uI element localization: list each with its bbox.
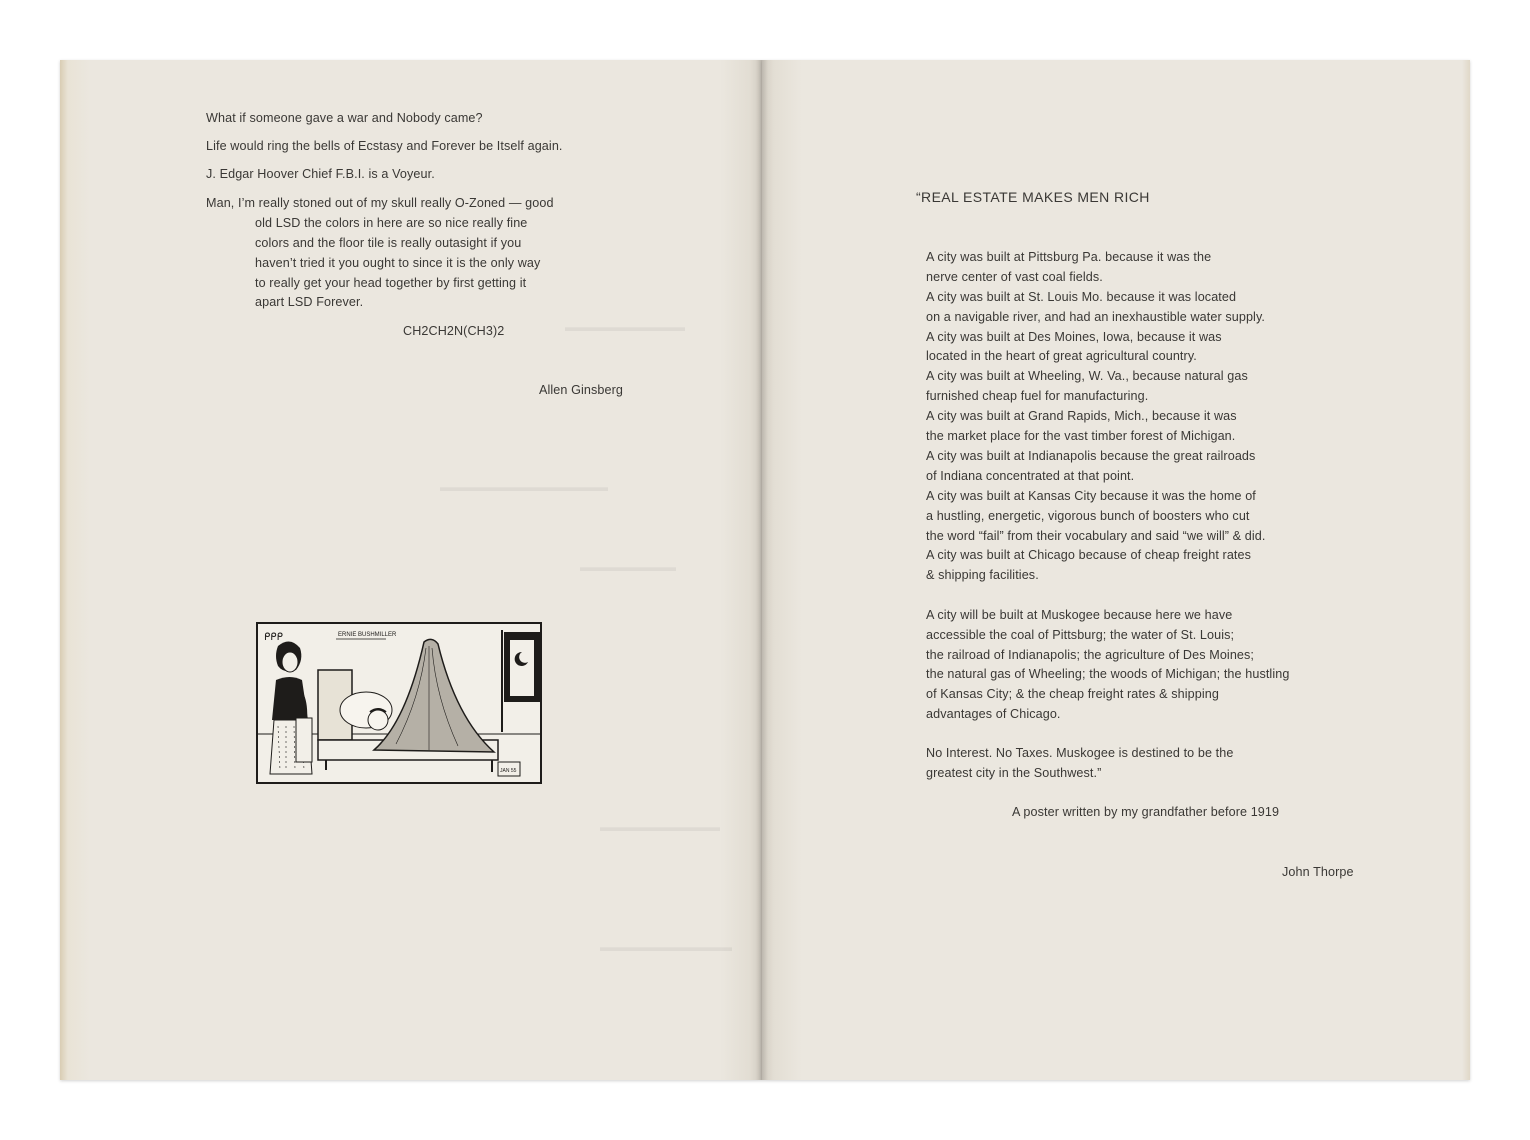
text-line: A city was built at Kansas City because it was the home of — [926, 489, 1256, 503]
bleed-through: ▬▬▬▬▬▬▬▬ — [580, 560, 676, 574]
text-line: of Indiana concentrated at that point. — [926, 469, 1135, 483]
bleed-through: ▬▬▬▬▬▬▬▬▬▬▬▬▬▬ — [440, 480, 608, 494]
text-line: Life would ring the bells of Ecstasy and Forever be Itself again. — [206, 139, 563, 153]
text-line: the natural gas of Wheeling; the woods of Michigan; the hustling — [926, 667, 1290, 681]
text-line: nerve center of vast coal fields. — [926, 270, 1103, 284]
bleed-through: ▬▬▬▬▬▬▬▬▬▬ — [600, 820, 720, 834]
text-line: on a navigable river, and had an inexhaustible water supply. — [926, 310, 1266, 324]
bleed-through: ▬▬▬▬▬▬▬▬▬▬▬ — [600, 940, 732, 954]
text-line: A city was built at Indianapolis because the great railroads — [926, 449, 1256, 463]
text-line: & shipping facilities. — [926, 568, 1039, 582]
author-name: Allen Ginsberg — [539, 383, 624, 397]
cartoon-date: JAN 55 — [500, 768, 517, 774]
left-page — [60, 60, 762, 1080]
text-line: A city was built at Chicago because of cheap freight rates — [926, 548, 1252, 562]
text-line: advantages of Chicago. — [926, 707, 1061, 721]
text-line: What if someone gave a war and Nobody came? — [206, 111, 483, 125]
text-line: haven’t tried it you ought to since it is the only way — [255, 256, 541, 270]
text-line: Man, I’m really stoned out of my skull really O-Zoned — good — [206, 196, 554, 210]
text-line: colors and the floor tile is really outasight if you — [255, 236, 522, 250]
text-line: No Interest. No Taxes. Muskogee is destined to be the — [926, 746, 1234, 760]
text-line: the railroad of Indianapolis; the agriculture of Des Moines; — [926, 648, 1255, 662]
page-title: “REAL ESTATE MAKES MEN RICH — [916, 189, 1150, 205]
text-line: accessible the coal of Pittsburg; the water of St. Louis; — [926, 628, 1235, 642]
author-name: John Thorpe — [1282, 865, 1354, 879]
book-gutter — [756, 60, 768, 1080]
text-line: a hustling, energetic, vigorous bunch of boosters who cut — [926, 509, 1250, 523]
text-line: J. Edgar Hoover Chief F.B.I. is a Voyeur. — [206, 167, 435, 181]
text-line: A city was built at Wheeling, W. Va., because natural gas — [926, 369, 1248, 383]
text-line: the word “fail” from their vocabulary and said “we will” & did. — [926, 529, 1266, 543]
text-line: old LSD the colors in here are so nice really fine — [255, 216, 528, 230]
text-line: the market place for the vast timber forest of Michigan. — [926, 429, 1236, 443]
right-page — [762, 60, 1470, 1080]
text-line: greatest city in the Southwest.” — [926, 766, 1102, 780]
text-line: of Kansas City; & the cheap freight rates & shipping — [926, 687, 1219, 701]
cartoon-signature: ERNIE BUSHMILLER — [338, 632, 397, 638]
cartoon-illustration — [256, 622, 542, 784]
text-line: A city was built at St. Louis Mo. because it was located — [926, 290, 1237, 304]
attribution: A poster written by my grandfather before 1919 — [1012, 805, 1280, 819]
text-line: A city was built at Des Moines, Iowa, because it was — [926, 330, 1222, 344]
text-line: A city was built at Pittsburg Pa. because it was the — [926, 250, 1212, 264]
text-line: apart LSD Forever. — [255, 295, 364, 309]
bleed-through: ▬▬▬▬▬▬▬▬▬▬ — [565, 320, 685, 334]
text-line: A city will be built at Muskogee because here we have — [926, 608, 1233, 622]
chemical-formula: CH2CH2N(CH3)2 — [403, 324, 505, 338]
book-spread — [60, 60, 1470, 1085]
text-line: furnished cheap fuel for manufacturing. — [926, 389, 1149, 403]
text-line: A city was built at Grand Rapids, Mich., because it was — [926, 409, 1237, 423]
svg-text:ᑭᑭᑭ: ᑭᑭᑭ — [264, 632, 283, 643]
text-line: to really get your head together by first getting it — [255, 276, 527, 290]
text-line: located in the heart of great agricultural country. — [926, 349, 1197, 363]
